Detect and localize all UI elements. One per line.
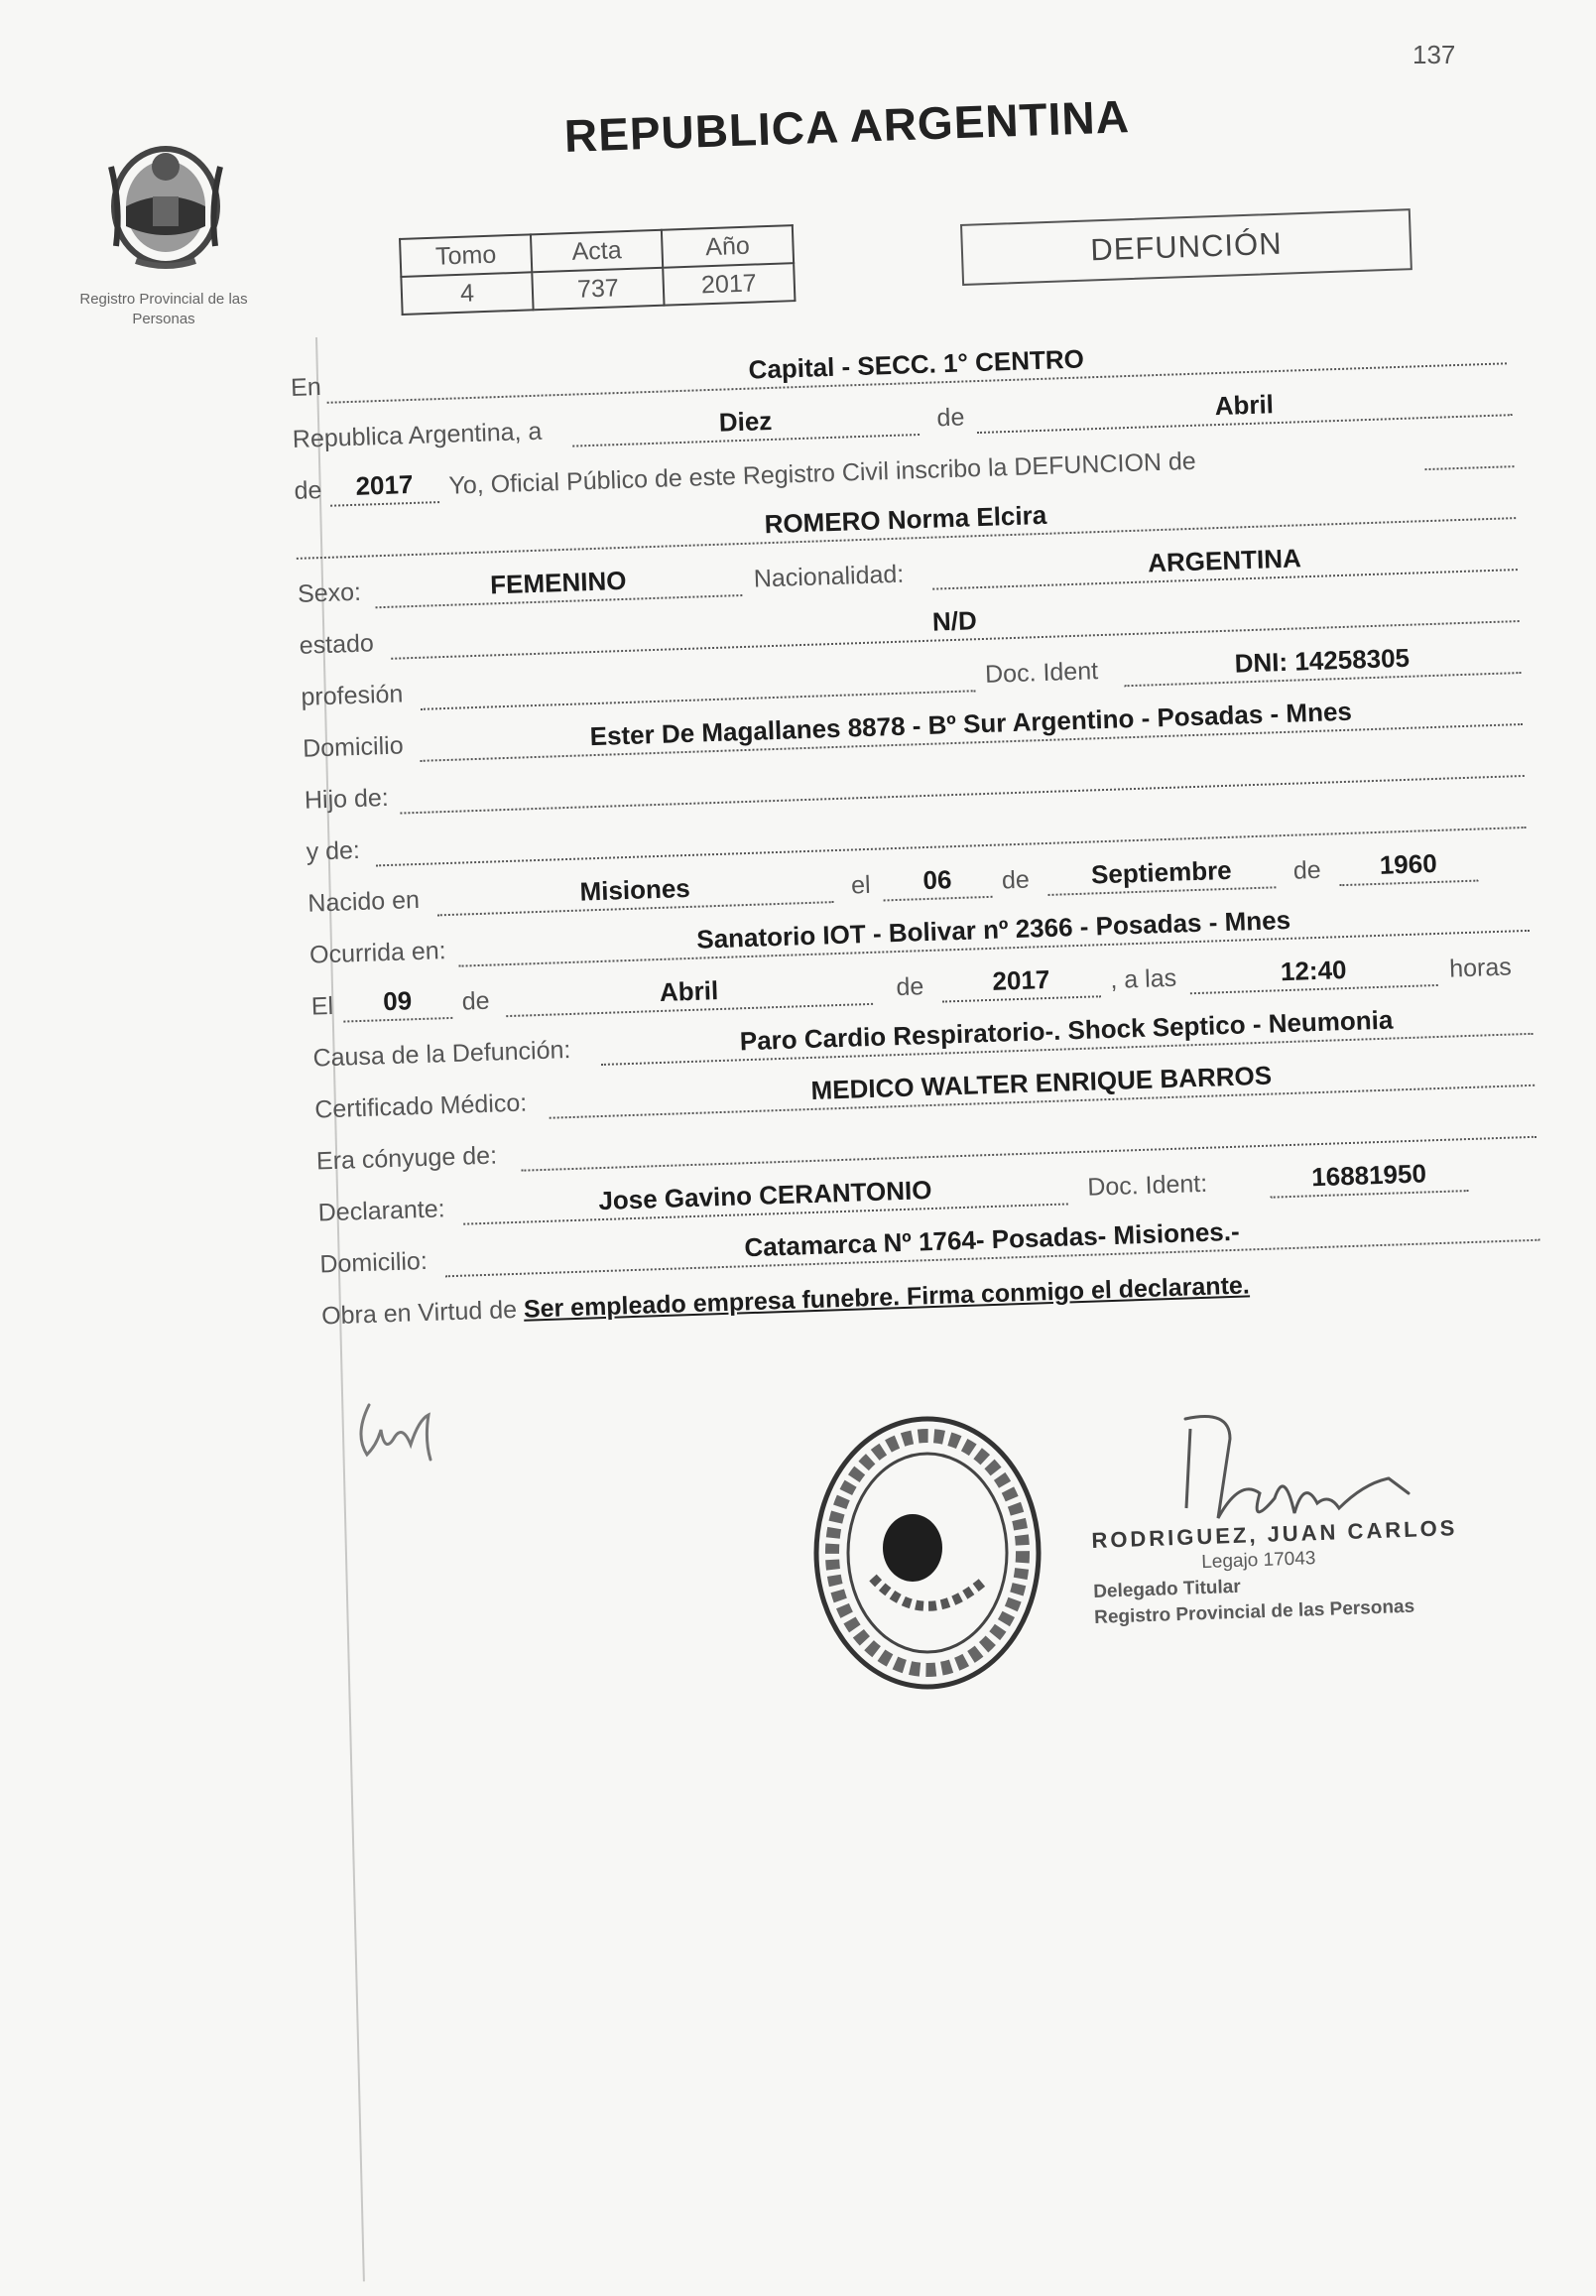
label-horas: horas — [1448, 953, 1513, 983]
signatory-name: RODRIGUEZ, JUAN CARLOS — [1091, 1515, 1458, 1553]
label-el: el — [850, 870, 872, 900]
signatory-legajo: Legajo 17043 — [1200, 1548, 1316, 1574]
declaration-text: Yo, Oficial Público de este Registro Civil inscribo la DEFUNCION de — [448, 446, 1197, 500]
field-nacido: Misiones — [436, 865, 834, 916]
registry-name: Registro Provincial de las Personas — [79, 291, 248, 327]
record-header-ano: Año — [662, 225, 794, 268]
field-sexo: FEMENINO — [374, 559, 742, 608]
label-de-death-month: de — [461, 986, 491, 1016]
label-a-las: , a las — [1109, 963, 1177, 994]
label-en: En — [290, 372, 322, 402]
signatory-role: Delegado Titular — [1092, 1576, 1242, 1602]
field-birth-day: 06 — [882, 860, 992, 902]
field-nacionalidad: ARGENTINA — [931, 533, 1518, 590]
field-estado: N/D — [390, 584, 1520, 660]
record-reference-table — [399, 224, 796, 316]
field-death-day: 09 — [342, 981, 452, 1023]
signatory-office: Registro Provincial de las Personas — [1093, 1595, 1415, 1628]
field-doc-ident: DNI: 14258305 — [1123, 636, 1521, 687]
death-record-form — [290, 314, 1512, 1333]
field-birth-year: 1960 — [1338, 844, 1478, 887]
field-day: Diez — [571, 398, 920, 447]
label-el-death: El — [310, 991, 334, 1021]
field-domicilio: Ester De Magallanes 8878 - Bº Sur Argentino - Posadas - Mnes — [419, 688, 1523, 762]
label-de-death-year: de — [896, 972, 924, 1002]
page-title: REPUBLICA ARGENTINA — [563, 90, 1131, 162]
label-hijo-de: Hijo de: — [304, 783, 390, 815]
record-value-ano: 2017 — [663, 263, 795, 306]
label-estado: estado — [299, 629, 375, 660]
field-death-month: Abril — [505, 967, 873, 1017]
label-declarante-domicilio: Domicilio: — [319, 1246, 429, 1279]
record-header-acta: Acta — [531, 230, 663, 273]
record-value-tomo: 4 — [401, 272, 533, 315]
label-nacionalidad: Nacionalidad: — [753, 560, 905, 593]
label-conyuge: Era cónyuge de: — [315, 1141, 498, 1176]
label-ocurrida: Ocurrida en: — [308, 937, 447, 969]
field-declarante-domicilio: Catamarca Nº 1764- Posadas- Misiones.- — [444, 1204, 1540, 1278]
label-causa: Causa de la Defunción: — [312, 1036, 571, 1073]
label-sexo: Sexo: — [297, 577, 362, 608]
record-header-tomo: Tomo — [400, 234, 532, 277]
label-profesion: profesión — [301, 680, 404, 711]
signatory-block — [1091, 1515, 1471, 1631]
field-ocurrida: Sanatorio IOT - Bolivar nº 2366 - Posadas - Mnes — [457, 894, 1530, 967]
field-location: Capital - SECC. 1° CENTRO — [325, 326, 1507, 403]
label-certificado: Certificado Médico: — [313, 1088, 528, 1124]
field-death-time: 12:40 — [1189, 949, 1438, 994]
registry-emblem-icon — [91, 127, 240, 276]
field-obra: Ser empleado empresa funebre. Firma conmigo el declarante. — [523, 1271, 1251, 1324]
field-declarante: Jose Gavino CERANTONIO — [462, 1167, 1068, 1224]
label-doc-ident: Doc. Ident — [984, 657, 1099, 689]
field-declarante-doc: 16881950 — [1270, 1154, 1469, 1199]
field-causa: Paro Cardio Respiratorio-. Shock Septico - Neumonia — [600, 997, 1534, 1066]
label-de: de — [936, 403, 965, 433]
field-birth-month: Septiembre — [1046, 850, 1276, 896]
label-y-de: y de: — [306, 835, 361, 866]
label-de-birth-month: de — [1001, 865, 1031, 895]
handwritten-initials-icon — [349, 1385, 478, 1474]
label-domicilio: Domicilio — [302, 731, 405, 763]
label-obra: Obra en Virtud de — [320, 1295, 518, 1331]
field-year: 2017 — [329, 465, 439, 507]
field-certificado: MEDICO WALTER ENRIQUE BARROS — [548, 1049, 1535, 1119]
obra-line — [321, 1271, 1250, 1331]
label-declarante: Declarante: — [317, 1195, 445, 1227]
field-month: Abril — [976, 378, 1513, 434]
label-de-year: de — [294, 476, 322, 505]
field-blank-decl — [1423, 430, 1514, 470]
label-nacido: Nacido en — [307, 885, 421, 918]
page-number: 137 — [1412, 40, 1456, 69]
document-type-box: DEFUNCIÓN — [960, 208, 1412, 286]
label-de-birth-year: de — [1292, 855, 1322, 885]
record-value-acta: 737 — [532, 268, 664, 311]
field-deceased-name: ROMERO Norma Elcira — [296, 481, 1517, 560]
label-declarante-doc: Doc. Ident: — [1086, 1169, 1208, 1202]
label-republica: Republica Argentina, a — [292, 417, 543, 453]
official-seal-icon — [803, 1409, 1051, 1697]
field-death-year: 2017 — [941, 959, 1101, 1002]
